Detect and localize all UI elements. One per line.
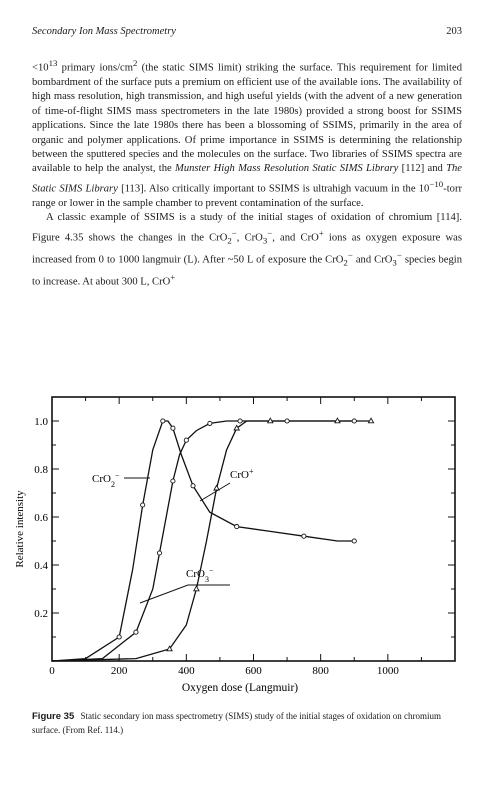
cro2-point bbox=[161, 419, 165, 423]
cro3-point bbox=[285, 419, 289, 423]
cro2-point bbox=[141, 503, 145, 507]
caption-label: Figure 35 bbox=[32, 711, 75, 722]
figure-caption bbox=[32, 710, 462, 736]
x-tick-label: 200 bbox=[110, 665, 128, 677]
y-tick-label: 0.8 bbox=[34, 464, 48, 476]
cro3-point bbox=[352, 419, 356, 423]
svg-text:CrO3−: CrO$_3$− bbox=[186, 565, 214, 584]
cro3-series-line bbox=[52, 421, 354, 661]
y-tick-label: 0.4 bbox=[34, 560, 48, 572]
crop-series-line bbox=[52, 421, 371, 661]
page-number: 203 bbox=[446, 26, 462, 37]
cro3-point bbox=[171, 479, 175, 483]
x-axis-label: Oxygen dose (Langmuir) bbox=[181, 682, 299, 694]
cro3-point bbox=[184, 438, 188, 442]
y-axis-label: Relative intensity bbox=[14, 490, 26, 568]
crop-label bbox=[230, 467, 254, 482]
cro2-point bbox=[191, 484, 195, 488]
cro2-point bbox=[117, 635, 121, 639]
page-header bbox=[32, 26, 462, 42]
paragraph-2: A classic example of SSIMS is a study of the initial stages of oxidation of chromium [114]. Figure 4.35 shows the changes in the CrO$_2$−, CrO$_3$−, and CrO+ ions as oxygen exposure was increased from 0 to 1000 langmuir (L). After ~50 L of exposure the CrO$_2$− and CrO$_3$− species begin to increase. At about 300 L, CrO+ bbox=[32, 212, 462, 288]
cro3-point bbox=[134, 630, 138, 634]
cro3-point bbox=[157, 551, 161, 555]
svg-text:CrO2−: CrO$_2$− bbox=[92, 470, 120, 489]
cro2-point bbox=[171, 426, 175, 430]
oxidation-chart bbox=[0, 385, 493, 705]
x-tick-label: 1000 bbox=[376, 665, 399, 677]
cro3-label bbox=[186, 566, 214, 584]
x-tick-label: 0 bbox=[49, 665, 55, 677]
y-tick-label: 0.6 bbox=[34, 512, 48, 524]
caption-text: Static secondary ion mass spectrometry (SIMS) study of the initial stages of oxidation on chromium surface. (From Ref. 114.) bbox=[32, 711, 441, 735]
y-tick-label: 0.2 bbox=[34, 608, 48, 620]
cro3-point bbox=[238, 419, 242, 423]
x-tick-label: 800 bbox=[312, 665, 329, 677]
cro3-point bbox=[208, 421, 212, 425]
x-tick-label: 400 bbox=[178, 665, 195, 677]
crop-point bbox=[214, 485, 219, 490]
cro2-series-line bbox=[52, 421, 354, 661]
crop-point bbox=[234, 425, 239, 430]
paragraph-1: $<10^{13}$ primary ions/$cm^2$ (the static SIMS limit) striking the surface. This requirement for limited bombardment of the surface puts a premium on efficient use of the available ions. The availability of high mass resolution, high transmission, and high useful yields (with the advent of a new generation of time-of-flight SIMS mass spectrometers in the late 1980s) provided a strong boost for SSIMS applications. Since the late 1980s there has been a blossoming of SSIMS, primarily in the area of organic and polymer applications. Of prime importance in SSIMS is determining the relationship between the sputtered species and the molecules on the surface. Two libraries of SSIMS spectra are available to help the analyst, the Munster High Mass Resolution Static SIMS Library [112] and The Static SIMS Library [113]. Also critically important to SSIMS is ultrahigh vacuum in the $10^{-10}$-torr range or lower in the sample chamber to prevent contamination of the surface. bbox=[32, 58, 462, 209]
figure-35 bbox=[0, 385, 493, 705]
cro2-point bbox=[302, 534, 306, 538]
crop-point bbox=[194, 586, 199, 591]
body-text bbox=[32, 56, 462, 290]
y-tick-label: 1.0 bbox=[34, 416, 48, 428]
svg-text:CrO+: CrO+ bbox=[230, 466, 254, 481]
running-head: Secondary Ion Mass Spectrometry bbox=[32, 26, 176, 37]
cro2-label bbox=[92, 471, 120, 489]
cro2-point bbox=[235, 525, 239, 529]
x-tick-label: 600 bbox=[245, 665, 262, 677]
cro2-point bbox=[352, 539, 356, 543]
